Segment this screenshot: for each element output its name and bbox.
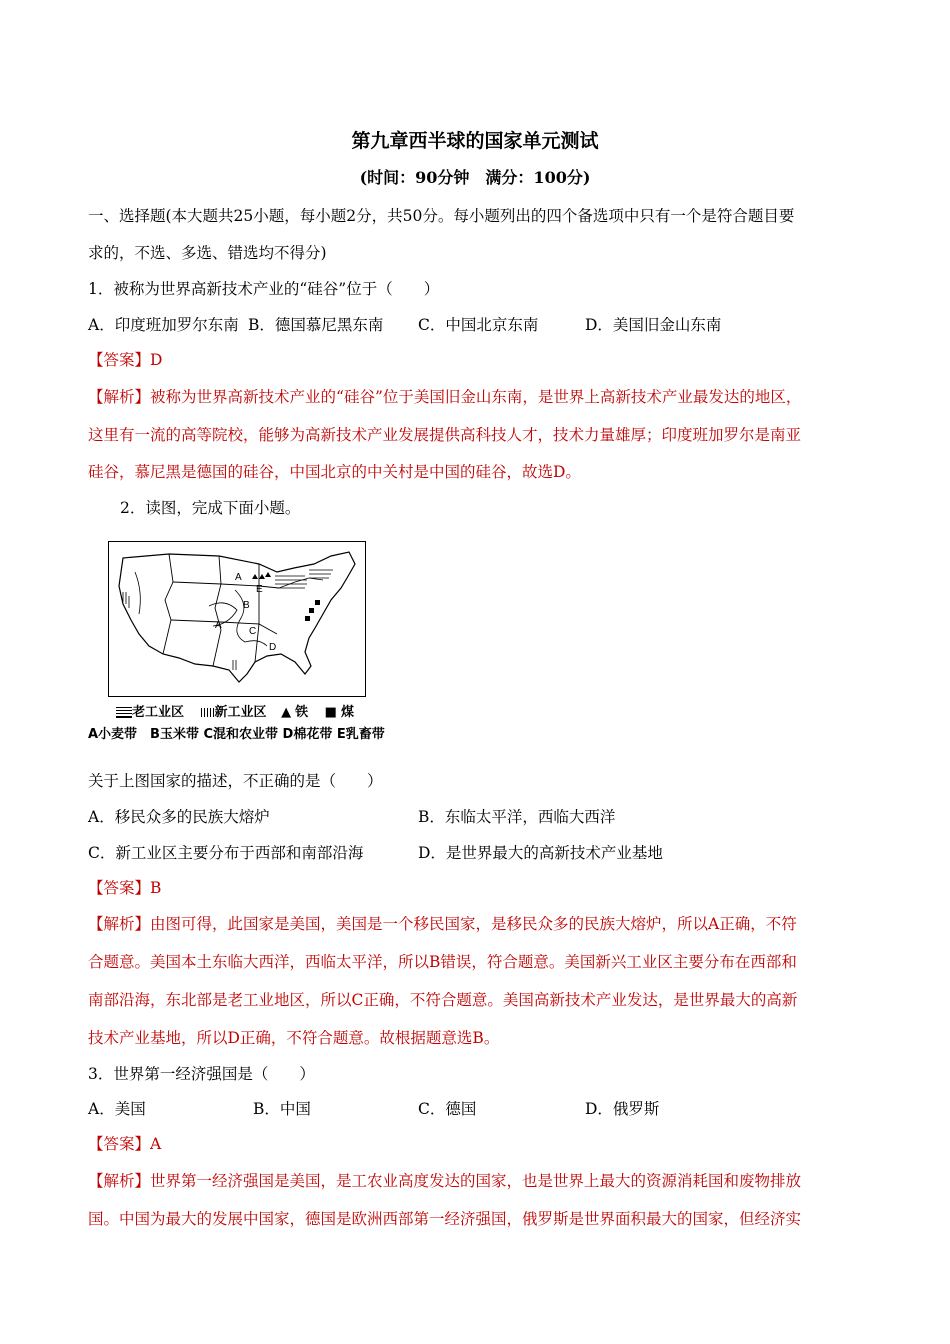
q1-analysis-text1: 被称为世界高新技术产业的“硅谷”位于美国旧金山东南，是世界上高新技术产业最发达的地区， — [150, 388, 802, 406]
region-boundary-6 — [235, 590, 267, 646]
q2-option-b: B．东临太平洋，西临大西洋 — [418, 808, 616, 826]
region-boundary-4 — [171, 620, 277, 634]
legend-coal: 煤 — [340, 705, 354, 720]
page-title: 第九章西半球的国家单元测试 — [351, 130, 599, 152]
map-label-c: C — [249, 626, 257, 637]
q1-option-a: A．印度班加罗尔东南 — [88, 316, 239, 334]
map-label-e: E — [256, 584, 263, 595]
q1-stem: 1．被称为世界高新技术产业的“硅谷”位于（ ） — [88, 280, 440, 298]
old-industrial-area — [275, 570, 333, 588]
q2-intro: 2．读图，完成下面小题。 — [120, 499, 301, 517]
q2-stem: 关于上图国家的描述，不正确的是（ ） — [88, 772, 383, 790]
q2-analysis-line3: 南部沿海，东北部是老工业地区，所以C正确，不符合题意。美国高新技术产业发达，是世界最大的高新 — [88, 991, 798, 1009]
q2-option-c: C．新工业区主要分布于西部和南部沿海 — [88, 844, 364, 862]
q1-analysis-line3: 硅谷，慕尼黑是德国的硅谷，中国北京的中关村是中国的硅谷，故选D。 — [88, 463, 581, 481]
q2-analysis-line4: 技术产业基地，所以D正确，不符合题意。故根据题意选B。 — [88, 1029, 500, 1047]
legend-new-industry: 新工业区 — [214, 705, 267, 720]
region-boundary-2 — [213, 556, 221, 666]
old-industry-swatch — [116, 707, 132, 718]
coal-symbols — [305, 600, 320, 621]
q3-analysis-line2: 国。中国为最大的发展中国家，德国是欧洲西部第一经济强国，俄罗斯是世界面积最大的国家，但经济实 — [88, 1210, 802, 1228]
q3-option-b: B．中国 — [253, 1100, 311, 1118]
map-label-a-north: A — [235, 572, 242, 583]
q1-option-d: D．美国旧金山东南 — [585, 316, 722, 334]
new-industry-swatch — [199, 708, 215, 717]
usa-map-svg — [109, 542, 364, 695]
q3-answer-value: A — [150, 1135, 162, 1153]
q1-answer-label: 【答案】 — [88, 351, 151, 369]
q1-option-b: B．德国慕尼黑东南 — [248, 316, 384, 334]
q1-option-c: C．中国北京东南 — [418, 316, 539, 334]
coal-icon: ■ — [324, 705, 337, 720]
usa-map-figure — [108, 541, 366, 697]
q1-analysis-line2: 这里有一流的高等院校，能够为高新技术产业发展提供高科技人才，技术力量雄厚；印度班加罗尔是南亚 — [88, 426, 802, 444]
q2-answer-label: 【答案】 — [88, 879, 151, 897]
map-label-a-south: A — [215, 620, 222, 631]
legend-iron: 铁 — [295, 705, 309, 720]
map-legend-industry — [116, 705, 354, 721]
map-legend-agriculture: A小麦带 B玉米带 C混和农业带 D棉花带 E乳畜带 — [88, 727, 385, 742]
region-boundary-1 — [163, 554, 173, 654]
q2-analysis-text1: 由图可得，此国家是美国，美国是一个移民国家，是移民众多的民族大熔炉，所以A正确，不符 — [150, 915, 797, 933]
q3-answer — [88, 1134, 161, 1154]
q3-stem: 3．世界第一经济强国是（ ） — [88, 1065, 315, 1083]
q3-option-c: C．德国 — [418, 1100, 477, 1118]
q3-analysis-label: 【解析】 — [88, 1172, 151, 1190]
q1-answer — [88, 350, 162, 370]
q3-analysis-line1 — [88, 1171, 801, 1191]
q3-option-a: A．美国 — [88, 1100, 146, 1118]
iron-icon: ▲ — [281, 705, 292, 720]
iron-symbols — [252, 572, 271, 579]
q2-option-a: A．移民众多的民族大熔炉 — [88, 808, 270, 826]
q1-analysis-line1 — [88, 387, 801, 407]
q1-analysis-label: 【解析】 — [88, 388, 151, 406]
q2-analysis-line2: 合题意。美国本土东临大西洋，西临太平洋，所以B错误，符合题意。美国新兴工业区主要分布在西部和 — [88, 953, 797, 971]
map-label-d: D — [269, 642, 277, 653]
region-boundary-3 — [173, 582, 279, 588]
q2-option-d: D．是世界最大的高新技术产业基地 — [418, 844, 663, 862]
q3-option-d: D．俄罗斯 — [585, 1100, 660, 1118]
q1-answer-value: D — [150, 351, 163, 369]
legend-old-industry: 老工业区 — [132, 705, 185, 720]
region-boundary-8 — [279, 578, 323, 588]
section-instructions-line2: 求的，不选、多选、错选均不得分) — [88, 244, 327, 262]
q3-analysis-text1: 世界第一经济强国是美国，是工农业高度发达的国家，也是世界上最大的资源消耗国和废物排放 — [150, 1172, 802, 1190]
q2-answer-value: B — [150, 879, 162, 897]
region-boundary-9 — [135, 572, 140, 614]
q2-answer — [88, 878, 161, 898]
exam-time-score: (时间：90分钟 满分：100分) — [359, 168, 591, 187]
q3-answer-label: 【答案】 — [88, 1135, 151, 1153]
map-label-b: B — [243, 600, 250, 611]
q2-analysis-label: 【解析】 — [88, 915, 151, 933]
section-instructions-line1: 一、选择题(本大题共25小题，每小题2分，共50分。每小题列出的四个备选项中只有一个是符合题目要 — [88, 207, 795, 225]
q2-analysis-line1 — [88, 914, 797, 934]
